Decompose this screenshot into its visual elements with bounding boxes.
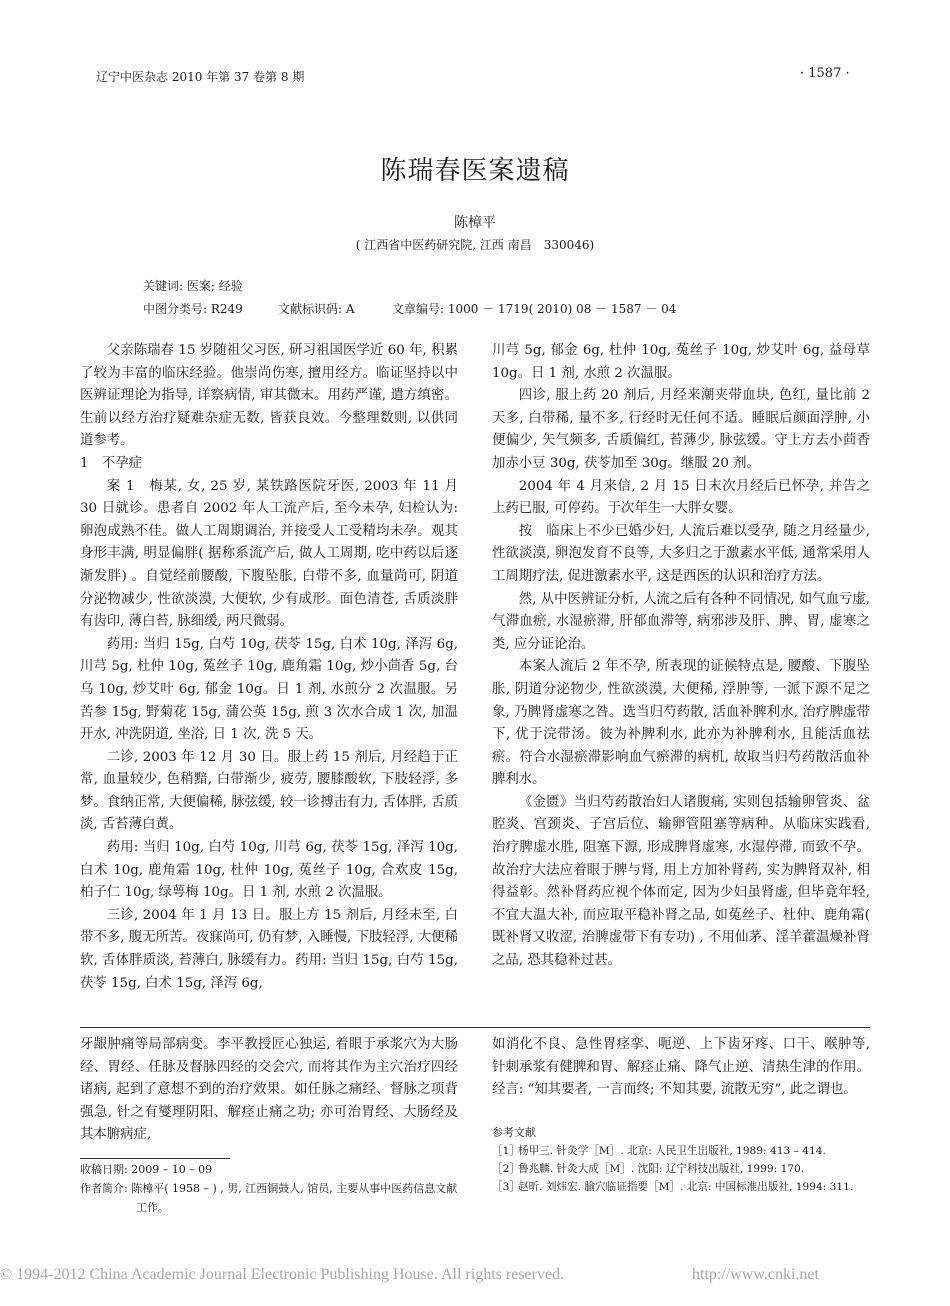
body-paragraph: 《金匮》当归芍药散治妇人诸腹痛, 实则包括输卵管炎、盆腔炎、宫颈炎、子宫后位、输卵管阻塞等病种。从临床实践看, 治疗脾虚水胜, 阻塞下源, 形成脾肾虚寒, 水湿停滞, 而致不孕。故治疗大法应着眼于脾与肾, 用上方加补肾药, 实为脾肾双补, 相得益彰。然补肾药应视个体而定, 因为少妇虽肾虚, 但毕竟年轻, 不宜大温大补, 而应取平稳补肾之品, 如菟丝子、杜仲、鹿角霜( 既补肾又收涩, 治脾虚带下有专功) , 不用仙茅、淫羊藿温燥补肾之品, 恐其稳补过甚。 (492, 794, 870, 969)
body-paragraph: 本案人流后 2 年不孕, 所表现的证候特点是, 腰酸、下腹坠胀, 阴道分泌物少, 性欲淡漠, 大便稀, 浮肿等, 一派下源不足之象, 乃脾肾虚寒之咎。选当归芍药散, 活血补脾利水, 治疗脾虚带下, 优于浣带汤。彼为补脾利水, 此亦为补脾利水, 且能活血祛瘀。符合水湿瘀滞影响血气瘀滞的病机, 故取当归芍药散活血补脾利水。 (492, 659, 870, 788)
body-paragraph: 二诊, 2003 年 12 月 30 日。服上药 15 剂后, 月经趋于正常, 血量较少, 色稍黯, 白带渐少, 疲劳, 腰膝酸软, 下肢轻浮, 多梦。食纳正常, 大便偏稀, 脉弦缓, 较一诊搏击有力, 舌体胖, 舌质淡, 舌苔薄白黄。 (80, 749, 458, 833)
lower-left-column (80, 1034, 458, 1147)
journal-header: 辽宁中医杂志 2010 年第 37 卷第 8 期 (96, 70, 305, 84)
article-title: 陈瑞春医案遗稿 (380, 156, 570, 186)
reference-number: ［2］ (492, 1163, 520, 1175)
classification-number: 中图分类号: R249 (143, 302, 243, 316)
copyright-watermark: © 1994-2012 China Academic Journal Electronic Publishing House. All rights reserved. (0, 1266, 565, 1283)
body-paragraph: 父亲陈瑞春 15 岁随祖父习医, 研习祖国医学近 60 年, 积累了较为丰富的临床经验。他崇尚伤寒, 擅用经方。临证坚持以中医辨证理论为指导, 详察病情, 审其微末。用药严谨, 遣方缜密。生前以经方治疗疑难杂症无数, 皆获良效。今整理数则, 以供同道参考。 (80, 343, 458, 449)
page-number: · 1587 · (800, 66, 850, 81)
body-paragraph: 三诊, 2004 年 1 月 13 日。服上方 15 剂后, 月经未至, 白带不多, 腹无所苦。夜寐尚可, 仍有梦, 入睡慢, 下肢轻浮, 大便稀软, 舌体胖质淡, 苔薄白, 脉缓有力。药用: 当归 15g, 白芍 15g, 茯苓 15g, 白术 15g, 泽泻 6g, (80, 907, 458, 991)
document-code: 文献标识码: A (278, 302, 355, 316)
references (492, 1124, 870, 1196)
references-heading: 参考文献 (492, 1126, 536, 1139)
body-paragraph: 药用: 当归 10g, 白芍 10g, 川芎 6g, 茯苓 15g, 泽泻 10g, 白术 10g, 鹿角霜 10g, 杜仲 10g, 菟丝子 10g, 合欢皮 15g, 柏子仁 10g, 绿萼梅 10g。日 1 剂, 水煎 2 次温服。 (80, 840, 458, 901)
author-bio: 作者简介: 陈樟平( 1958 – ) , 男, 江西铜鼓人, 馆员, 主要从事中医药信息文献工作。 (80, 1182, 458, 1214)
footnote (80, 1160, 458, 1217)
body-paragraph: 按 临床上不少已婚少妇, 人流后难以受孕, 随之月经量少, 性欲淡漠, 卵泡发育不良等, 大多归之于激素水平低, 通常采用人工周期疗法, 促进激素水平, 这是西医的认识和治疗方法。 (492, 523, 870, 584)
footnote-rule (80, 1158, 230, 1159)
lower-right-text: 如消化不良、急性胃痉挛、呃逆、上下齿牙疼、口干、喉肿等, 针刺承浆有健脾和胃、解痉止痛、降气止逆、清热生津的作用。经言: “知其要者, 一言而终; 不知其要, 流散无穷”, 此之谓也。 (492, 1037, 870, 1098)
reference-list (492, 1142, 870, 1196)
section-divider (80, 1027, 870, 1028)
reference-text: 赵昕. 刘炜宏. 腧穴临证指要［M］. 北京: 中国标准出版社, 1994: 311. (518, 1181, 854, 1193)
article-number: 文章编号: 1000 － 1719( 2010) 08 － 1587 － 04 (392, 302, 677, 316)
body-paragraph: 2004 年 4 月来信, 2 月 15 日末次月经后已怀孕, 并告之上药已服, 可停药。于次年生一大胖女婴。 (492, 478, 870, 517)
reference-text: 鲁兆麟. 针灸大成［M］. 沈阳: 辽宁科技出版社, 1999: 170. (518, 1163, 805, 1175)
body-paragraph: 川芎 5g, 郁金 6g, 杜仲 10g, 菟丝子 10g, 炒艾叶 6g, 益母草 10g。日 1 剂, 水煎 2 次温服。 (492, 343, 870, 381)
body-paragraph: 四诊, 服上药 20 剂后, 月经来潮夹带血块, 色红, 量比前 2 天多, 白带稀, 量不多, 行经时无任何不适。睡眠后颜面浮肿, 小便偏少, 矢气频多, 舌质偏红, 苔薄少, 脉弦缓。守上方去小茴香加赤小豆 30g, 茯苓加至 30g。继服 20 剂。 (492, 388, 870, 471)
received-date: 收稿日期: 2009 – 10 – 09 (80, 1163, 213, 1176)
body-paragraph: 药用: 当归 15g, 白芍 10g, 茯苓 15g, 白术 10g, 泽泻 6g, 川芎 5g, 杜仲 10g, 菟丝子 10g, 鹿角霜 10g, 炒小茴香 5g, 台乌 10g, 炒艾叶 6g, 郁金 10g。日 1 剂, 水煎分 2 次温服。另苦参 15g, 野菊花 15g, 蒲公英 15g, 煎 3 次水合成 1 次, 加温开水, 冲洗阴道, 坐浴, 日 1 次, 洗 5 天。 (80, 636, 458, 743)
article-author: 陈樟平 (454, 215, 496, 231)
keywords: 关键词: 医案; 经验 (143, 279, 243, 293)
lower-left-text: 牙龈肿痛等局部病变。李平教授匠心独运, 着眼于承浆穴为大肠经、胃经、任脉及督脉四经的交会穴, 而将其作为主穴治疗四经诸病, 起到了意想不到的治疗效果。如任脉之痛经、督脉之项背强急, 针之有燮理阴阳、解痉止痛之功; 亦可治胃经、大肠经及其本腑病症, (80, 1037, 458, 1143)
cnki-url: http://www.cnki.net (692, 1266, 819, 1283)
section-heading: 1 不孕症 (80, 455, 143, 471)
body-paragraph: 然, 从中医辨证分析, 人流之后有各种不同情况, 如气血亏虚, 气滞血瘀, 水湿瘀滞, 肝郁血滞等, 病邪涉及肝、脾、胃, 虚寒之类, 应分证论治。 (492, 591, 870, 652)
reference-item (492, 1142, 870, 1160)
author-affiliation: ( 江西省中医药研究院, 江西 南昌 330046) (355, 238, 595, 252)
left-column (80, 340, 458, 995)
reference-item (492, 1178, 870, 1196)
reference-text: 杨甲三. 针灸学［M］. 北京: 人民卫生出版社, 1989: 413 – 414. (518, 1145, 826, 1157)
reference-number: ［3］ (492, 1181, 520, 1193)
reference-item (492, 1160, 870, 1178)
reference-number: ［1］ (492, 1145, 520, 1157)
right-column (492, 340, 870, 973)
lower-right-column (492, 1034, 870, 1102)
body-paragraph: 案 1 梅某, 女, 25 岁, 某铁路医院牙医, 2003 年 11 月 30 日就诊。患者自 2002 年人工流产后, 至今未孕, 妇检认为: 卵泡成熟不佳。做人工周期调治, 并接受人工受精均未孕。观其身形丰满, 明显偏胖( 据称系流产后, 做人工周期, 吃中药以后逐渐发胖) 。自觉经前腰酸, 下腹坠胀, 白带不多, 血量尚可, 阴道分泌物减少, 性欲淡漠, 大便软, 少有成形。面色清苍, 舌质淡胖有齿印, 薄白苔, 脉细缓, 两尺微弱。 (80, 478, 458, 630)
